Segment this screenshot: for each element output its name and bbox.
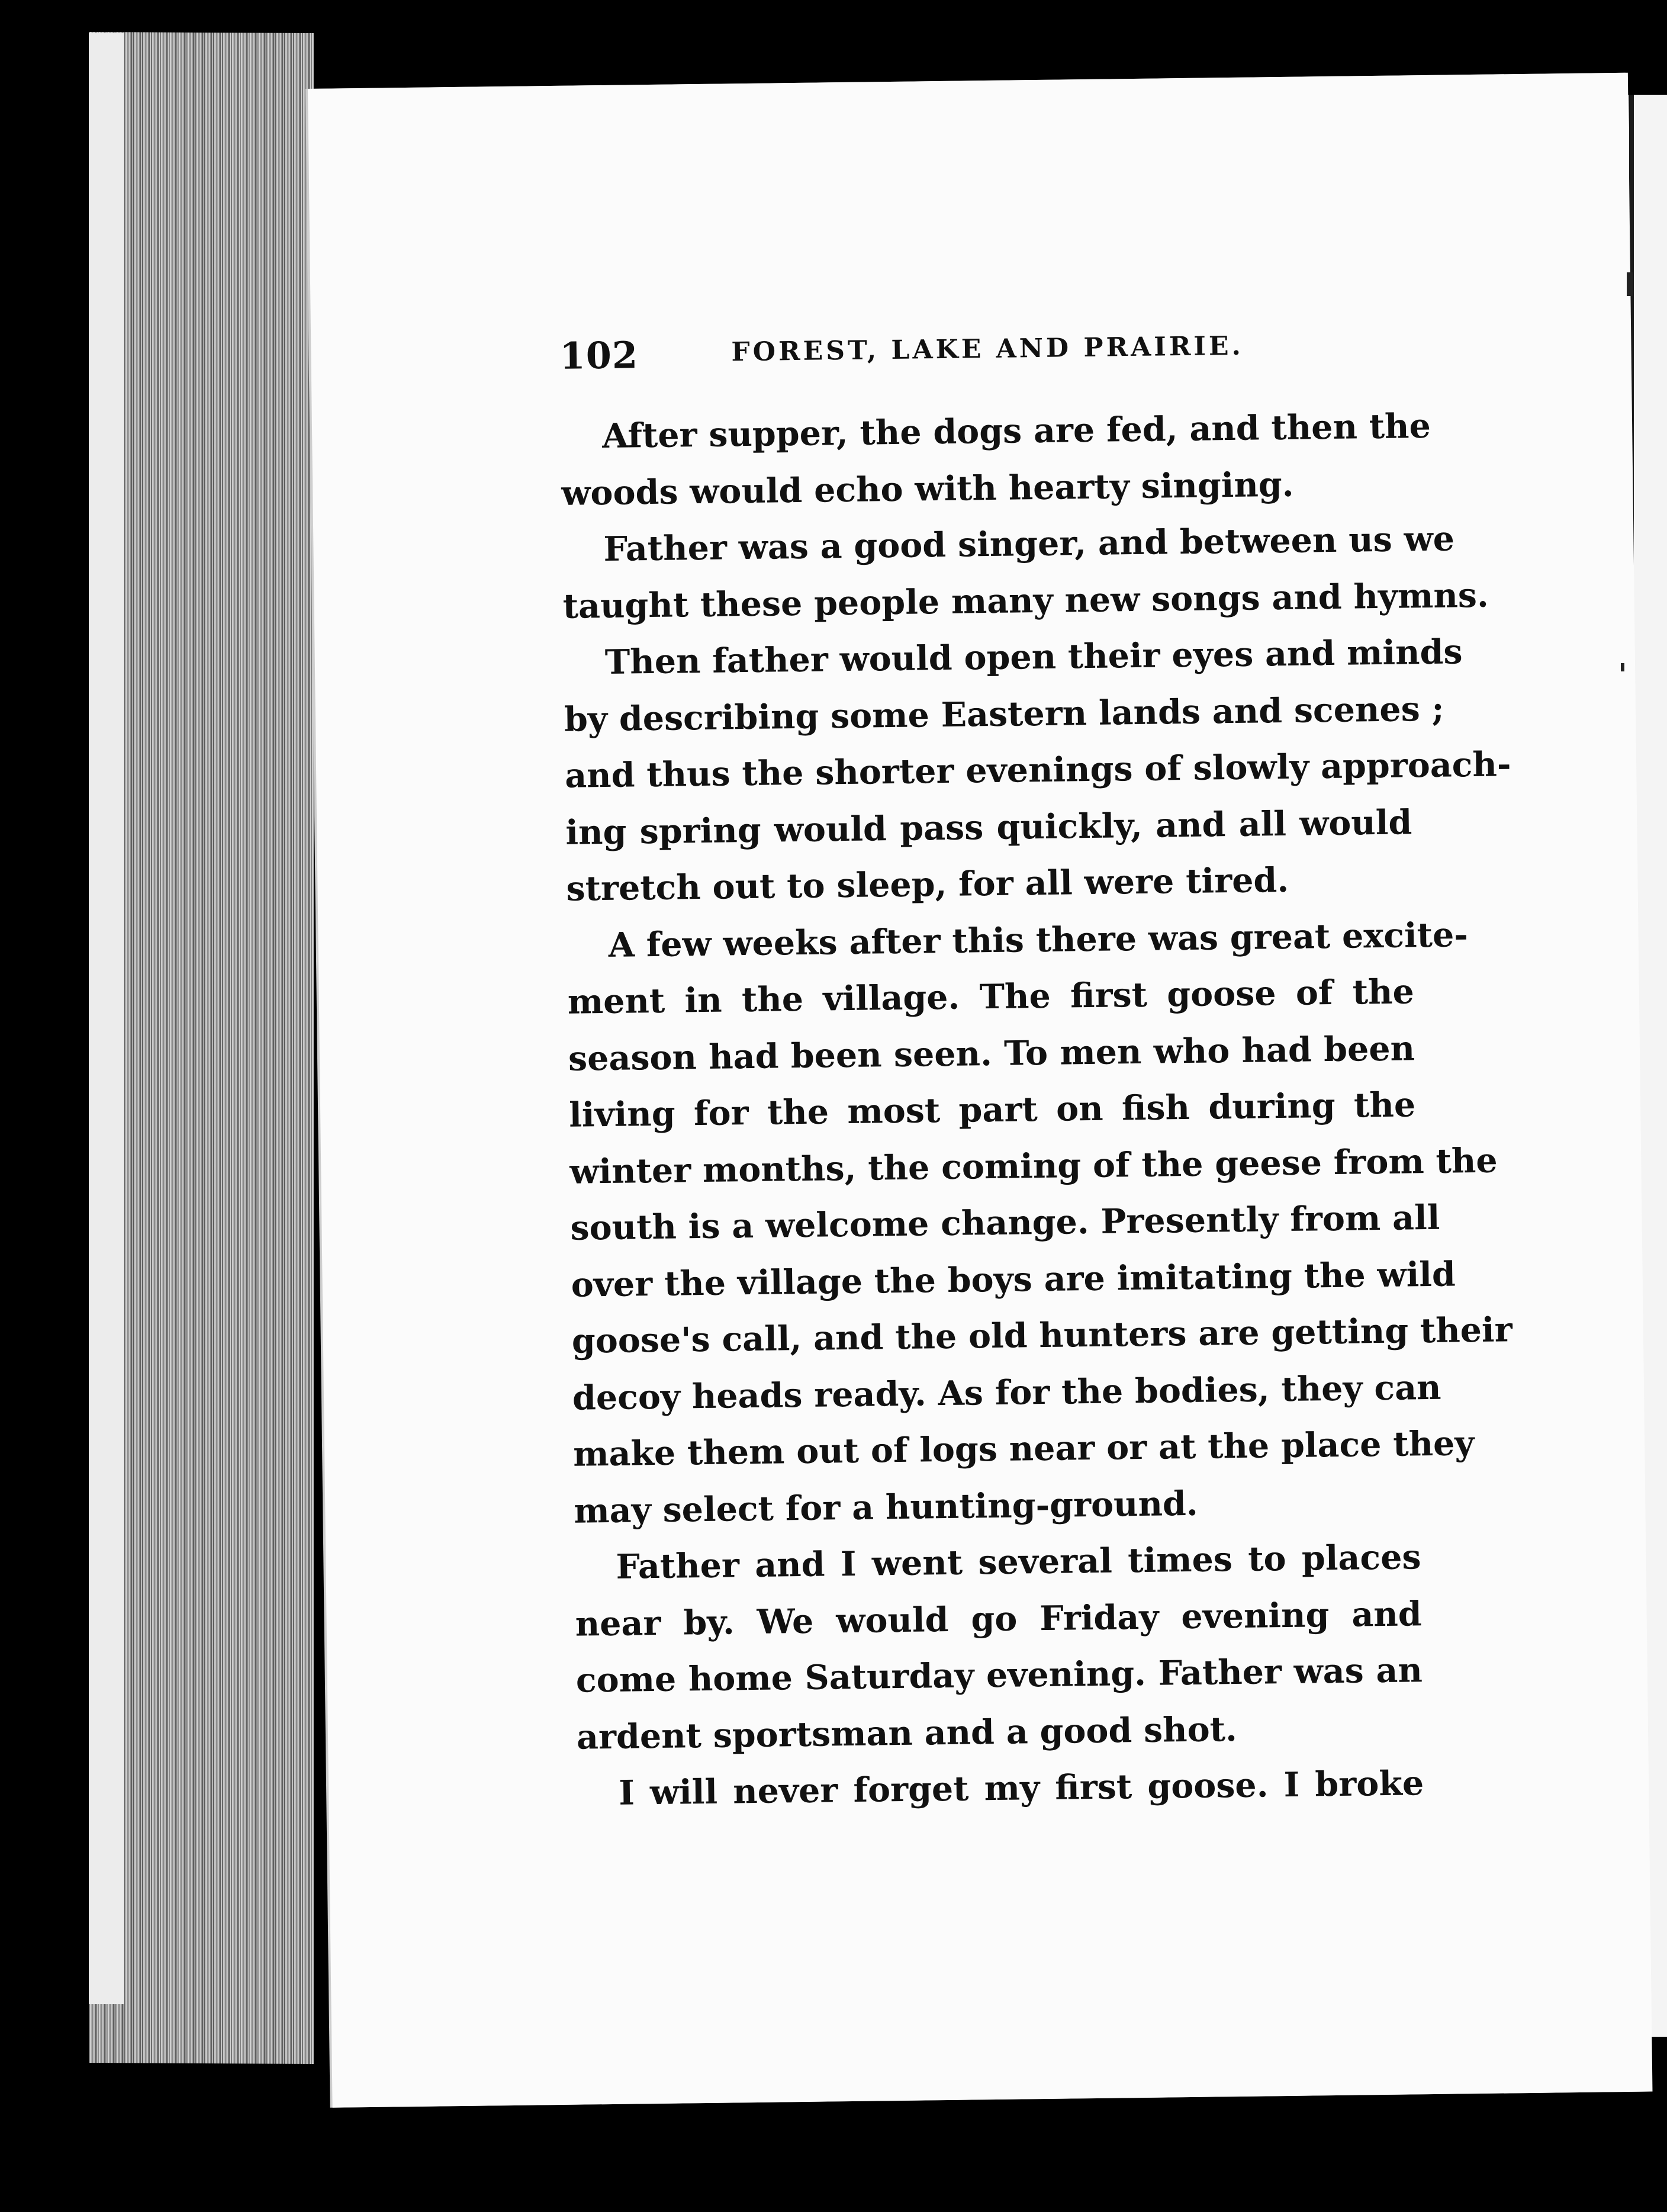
text-line: winter months, the coming of the geese from the xyxy=(569,1140,1498,1192)
text-line: I will never forget my first goose. I broke xyxy=(618,1763,1424,1813)
ink-speck xyxy=(1627,272,1633,296)
text-line: taught these people many new songs and hymns. xyxy=(562,575,1489,626)
text-line: Father was a good singer, and between us we xyxy=(603,519,1455,569)
text-line: over the village the boys are imitating the wild xyxy=(571,1253,1456,1305)
running-head xyxy=(559,322,1566,382)
text-line: Father and I went several times to places xyxy=(616,1537,1421,1587)
text-line: goose's call, and the old hunters are getting their xyxy=(571,1310,1513,1361)
book-cover-edge xyxy=(89,33,124,2004)
text-line: decoy heads ready. As for the bodies, they can xyxy=(572,1367,1441,1418)
text-line: south is a welcome change. Presently from all xyxy=(570,1197,1440,1248)
text-line: may select for a hunting-ground. xyxy=(573,1483,1199,1531)
book-title: FOREST, LAKE AND PRAIRIE. xyxy=(731,330,1244,368)
text-line: come home Saturday evening. Father was an xyxy=(575,1650,1423,1700)
text-line: season had been seen. To men who had been xyxy=(568,1028,1415,1079)
text-line: A few weeks after this there was great excite- xyxy=(608,914,1469,965)
text-line: woods would echo with hearty singing. xyxy=(561,464,1294,513)
text-line: After supper, the dogs are fed, and then the xyxy=(601,406,1431,456)
text-line: and thus the shorter evenings of slowly approach- xyxy=(564,744,1511,796)
book-page xyxy=(308,73,1652,2108)
text-line: Then father would open their eyes and minds xyxy=(604,632,1463,682)
text-line: stretch out to sleep, for all were tired. xyxy=(566,860,1289,909)
text-line: ment in the village. The first goose of the xyxy=(567,972,1415,1022)
text-line: by describing some Eastern lands and scenes ; xyxy=(564,689,1444,740)
text-line: near by. We would go Friday evening and xyxy=(575,1593,1423,1644)
body-text xyxy=(561,398,1513,1822)
text-line: ardent sportsman and a good shot. xyxy=(576,1709,1238,1757)
text-line: ing spring would pass quickly, and all would xyxy=(565,802,1412,853)
ink-speck xyxy=(1621,663,1624,671)
page-number: 102 xyxy=(559,333,639,378)
text-line: living for the most part on fish during the xyxy=(568,1085,1416,1135)
text-line: make them out of logs near or at the place they xyxy=(572,1423,1475,1474)
